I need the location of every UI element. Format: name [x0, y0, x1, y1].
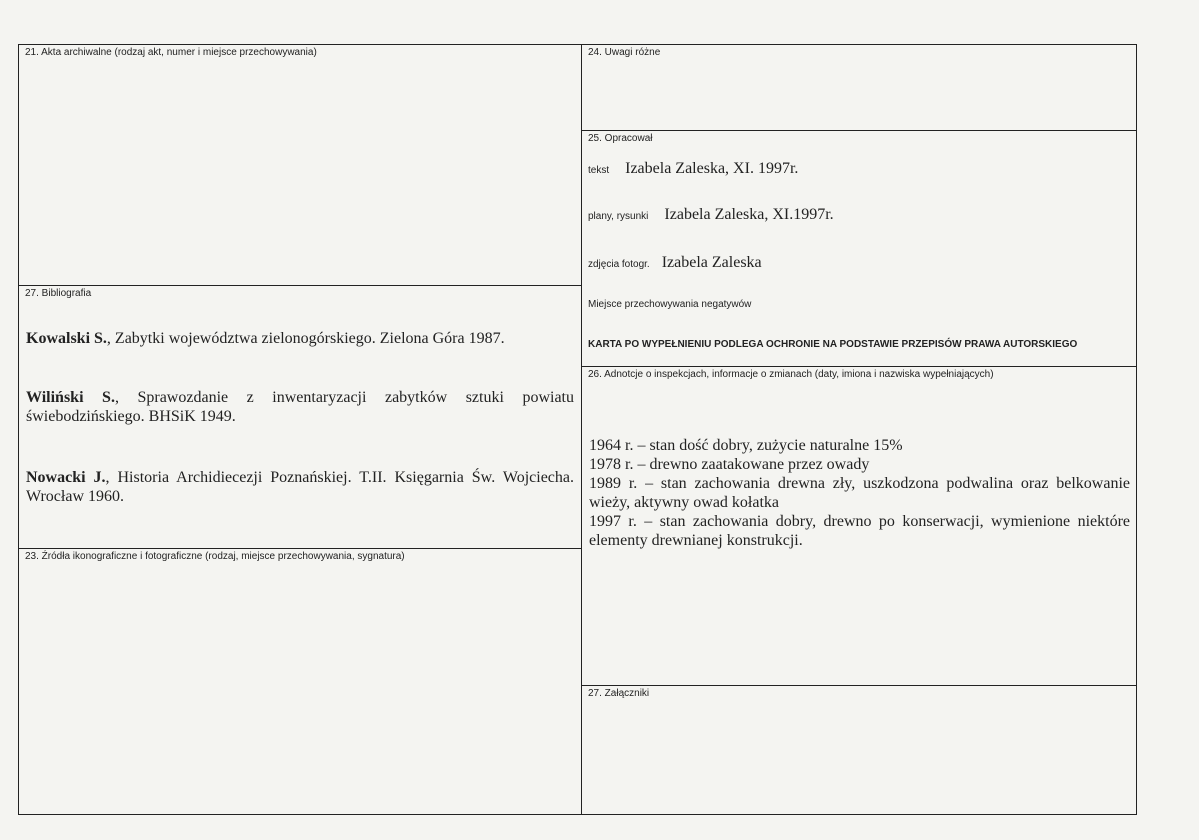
section-25-label: 25. Opracował [588, 133, 653, 144]
section-26-inspections [581, 366, 1137, 686]
section-26-label: 26. Adnotcje o inspekcjach, informacje o zmianach (daty, imiona i nazwiska wypełniających) [588, 369, 994, 380]
section-24-remarks [581, 44, 1137, 131]
tekst-label: tekst [588, 165, 610, 176]
section-25-prepared-by [581, 130, 1137, 367]
plany-row [588, 205, 834, 224]
bibliography-text-3: , Historia Archidiecezji Poznańskiej. T.II. Księgarnia Św. Wojciecha. Wrocław 1960. [26, 469, 574, 505]
section-24-label: 24. Uwagi różne [588, 47, 661, 58]
section-21-label: 21. Akta archiwalne (rodzaj akt, numer i miejsce przechowywania) [25, 47, 317, 58]
section-27-bibliography [18, 285, 582, 549]
bibliography-entry-1 [26, 329, 574, 348]
section-27-attachments-label: 27. Załączniki [588, 688, 650, 699]
inspection-entry-1989: 1989 r. – stan zachowania drewna zły, uszkodzona podwalina oraz belkowanie wieży, aktywny owad kołatka [589, 475, 1130, 511]
zdjecia-row [588, 253, 762, 272]
section-27-label: 27. Bibliografia [25, 288, 92, 299]
negatives-location-label: Miejsce przechowywania negatywów [588, 299, 752, 310]
copyright-note: KARTA PO WYPEŁNIENIU PODLEGA OCHRONIE NA PODSTAWIE PRZEPISÓW PRAWA AUTORSKIEGO [588, 339, 1078, 350]
inspection-entry-1978: 1978 r. – drewno zaatakowane przez owady [589, 456, 870, 473]
plany-label: plany, rysunki [588, 211, 649, 222]
zdjecia-label: zdjęcia fotogr. [588, 259, 650, 270]
bibliography-text-2: , Sprawozdanie z inwentaryzacji zabytków sztuki powiatu świebodzińskiego. BHSiK 1949. [26, 389, 575, 425]
inspection-list [589, 436, 1130, 550]
section-23-iconographic-sources [18, 548, 582, 815]
bibliography-entry-3 [26, 468, 574, 506]
zdjecia-value: Izabela Zaleska [661, 254, 762, 271]
section-27-attachments [581, 685, 1137, 815]
bibliography-entry-2 [26, 388, 574, 426]
tekst-row [588, 159, 798, 178]
bibliography-author-3: Nowacki J. [26, 469, 106, 486]
inspection-entry-1964: 1964 r. – stan dość dobry, zużycie naturalne 15% [589, 437, 903, 454]
plany-value: Izabela Zaleska, XI.1997r. [664, 206, 834, 223]
tekst-value: Izabela Zaleska, XI. 1997r. [625, 160, 799, 177]
section-23-label: 23. Źródła ikonograficzne i fotograficzne (rodzaj, miejsce przechowywania, sygnatura) [25, 551, 405, 562]
bibliography-author-2: Wiliński S. [26, 389, 115, 406]
bibliography-author-1: Kowalski S. [26, 330, 107, 347]
bibliography-text-1: , Zabytki województwa zielonogórskiego. Zielona Góra 1987. [106, 330, 505, 347]
section-21-archival-records [18, 44, 582, 286]
inspection-entry-1997: 1997 r. – stan zachowania dobry, drewno po konserwacji, wymienione niektóre elementy drewnianej konstrukcji. [589, 513, 1130, 549]
